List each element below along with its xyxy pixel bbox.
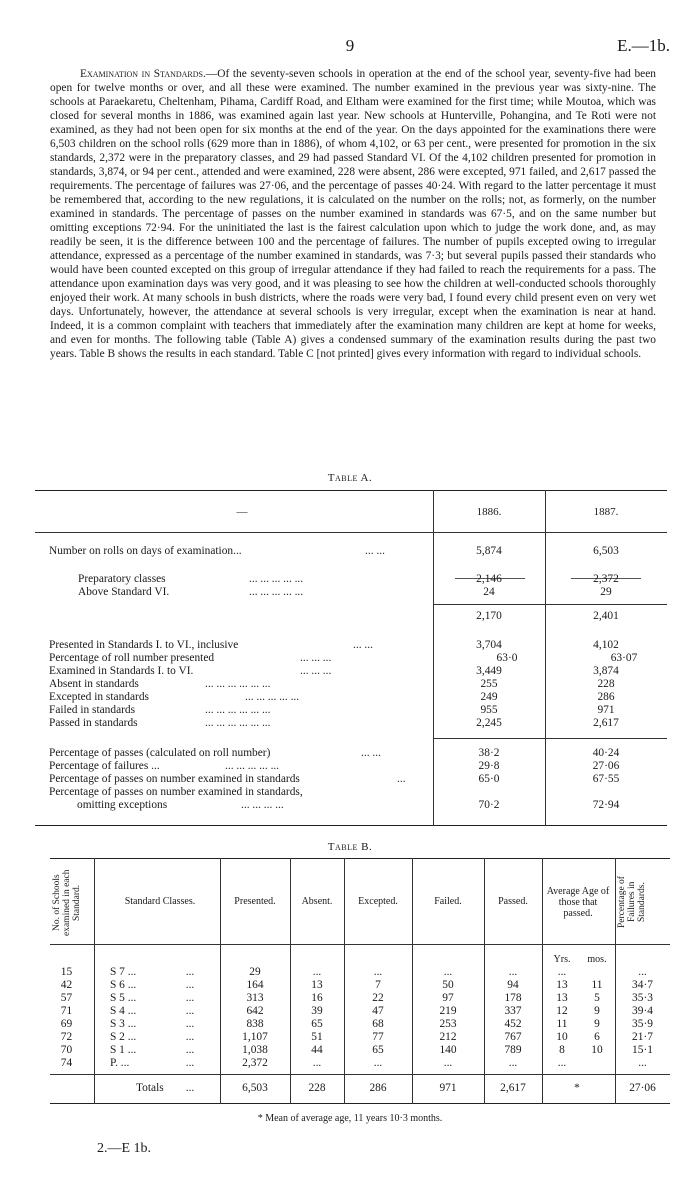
- footer-reference: 2.—E 1b.: [97, 1141, 152, 1156]
- table-row: omitting exceptions ... ... ... ... 70·2 72·94: [77, 799, 620, 811]
- footnote: * Mean of average age, 11 years 10·3 months.: [257, 1113, 443, 1124]
- totals-row: Totals ... 6,503 228 286 971 2,617 * 27·06: [136, 1082, 656, 1094]
- table-row: 74 P. ... ... 2,372 ... ... ... ... ... ...: [60, 1057, 647, 1069]
- table-row: 70 S 1 ... ... 1,038 44 65 140 789 8 10 15·1: [60, 1044, 653, 1056]
- table-row: Above Standard VI. ... ... ... ... ... 24 29: [78, 586, 612, 598]
- header-absent: Absent.: [301, 896, 333, 907]
- table-a-section-rule: [433, 738, 667, 739]
- table-a-top-rule: [35, 490, 667, 491]
- age-units-row: Yrs. mos.: [553, 954, 607, 965]
- table-b-caption: Table B.: [327, 841, 373, 853]
- table-row: Passed in standards ... ... ... ... ... ... 2,245 2,617: [49, 717, 619, 729]
- header-percentage-failures: Percentage of Failures in Standards.: [617, 876, 647, 928]
- header-schools-examined: No. of Schools examined in each Standard.: [52, 869, 82, 937]
- header-standard-classes: Standard Classes.: [124, 896, 196, 907]
- column-1886: 1886.: [476, 506, 502, 518]
- table-row: Absent in standards ... ... ... ... ... ... 255 228: [49, 678, 615, 690]
- table-row: Percentage of passes (calculated on roll number) ... ... 38·2 40·24: [49, 747, 620, 759]
- table-row: Percentage of roll number presented ... ... ... 63·0 63·07: [49, 652, 638, 664]
- table-row: 57 S 5 ... ... 313 16 22 97 178 13 5 35·3: [60, 992, 653, 1004]
- page-header: [0, 36, 700, 60]
- table-b-totals-rule: [50, 1074, 670, 1075]
- table-row: 42 S 6 ... ... 164 13 7 50 94 13 11 34·7: [60, 979, 653, 991]
- table-row: Presented in Standards I. to VI., inclusive ... ... 3,704 4,102: [49, 639, 619, 651]
- header-failed: Failed.: [434, 896, 462, 907]
- table-row: 69 S 3 ... ... 838 65 68 253 452 11 9 35·9: [60, 1018, 653, 1030]
- table-a-bottom-rule: [35, 825, 667, 826]
- document-reference: E.—1b.: [617, 36, 670, 55]
- table-row: Percentage of failures ... ... ... ... ... ... 29·8 27·06: [49, 760, 620, 772]
- table-row: Percentage of passes on number examined in standards,: [49, 786, 303, 798]
- paragraph-lead: Examination in Standards.: [80, 68, 206, 80]
- table-row: Number on rolls on days of examination... ... ... 5,874 6,503: [49, 545, 619, 557]
- table-row: Preparatory classes ... ... ... ... ... 2,146 2,372: [78, 573, 619, 585]
- page-number: 9: [345, 36, 355, 55]
- table-a-section-rule: [433, 604, 667, 605]
- table-b-bottom-rule: [50, 1103, 670, 1104]
- table-row: Examined in Standards I. to VI. ... ... ... 3,449 3,874: [49, 665, 619, 677]
- table-a-caption: Table A.: [327, 472, 373, 484]
- table-b-header-rule: [50, 944, 670, 945]
- table-row: 2,170 2,401: [476, 610, 619, 622]
- table-b-top-rule: [50, 858, 670, 859]
- table-a-header-rule: [35, 532, 667, 533]
- table-row: 15 S 7 ... ... 29 ... ... ... ... ... ...: [60, 966, 647, 978]
- examination-paragraph: [50, 67, 656, 361]
- table-a-corner-dash: —: [236, 506, 248, 518]
- table-row: Excepted in standards ... ... ... ... ... 249 286: [49, 691, 615, 703]
- table-row: 72 S 2 ... ... 1,107 51 77 212 767 10 6 21·7: [60, 1031, 653, 1043]
- header-excepted: Excepted.: [358, 896, 398, 907]
- table-b: [50, 858, 670, 1104]
- table-row: Percentage of passes on number examined in standards ... 65·0 67·55: [49, 773, 620, 785]
- header-presented: Presented.: [234, 896, 276, 907]
- header-average-age: Average Age of those that passed.: [546, 886, 610, 919]
- table-row: 71 S 4 ... ... 642 39 47 219 337 12 9 39·4: [60, 1005, 653, 1017]
- table-row: Failed in standards ... ... ... ... ... ... 955 971: [49, 704, 615, 716]
- header-passed: Passed.: [498, 896, 528, 907]
- table-a: [35, 490, 667, 826]
- column-1887: 1887.: [593, 506, 619, 518]
- paragraph-text: —Of the seventy-seven schools in operation at the end of the school year, seventy-five had been open for twelve months or over, and all these were examined. The number examined in the previous year was sixty-nine. The schools at Paraekaretu, Cheltenham, Pihama, Cardiff Road, and Eltham were examined for the first time; while Moutoa, which was closed for several months in 1886, was examined again last year. New schools at Hunterville, Pohangina, and Te Roti were not examined, as they had not been open for six months at the end of the year. On the days appointed for the examinations there were 6,503 children on the school rolls (629 more than in 1886), of whom 4,102, or 63 per cent., were presented for promotion in the six standards, 2,372 were in the preparatory classes, and 29 had passed Standard VI. Of the 4,102 children presented for promotion in standards, 3,874, or 94 per cent., attended and were examined, 228 were absent, 286 were excepted, 971 failed, and 2,617 passed the requirements. The percentage of failures was 27·06, and the percentage of passes 40·24. With regard to the latter percentage it must be remembered that, according to the new regulations, it is calculated on the number on the rolls; not, as formerly, on the number examined in standards. The percentage of passes on the number examined in standards was 67·5, and on the same number but omitting exceptions 72·94. For the uninitiated the last is the fairest calculation upon which to judge the work done, and, as may readily be seen, it is the difference between 100 and the percentage of failures. The number of pupils excepted owing to irregular attendance, expressed as a percentage of the number examined in standards, was 7·3; but several pupils passed their standards who would have been counted excepted on this group of irregular attendance if they had failed to reach the requirements for a pass. The attendance upon examination days was very good, and it was pleasing to see how the children at well-conducted schools thoroughly enjoyed their work. At many schools in bush districts, where the roads were very bad, I found every child present even on very wet days. Unfortunately, however, the attendance at several schools is very irregular, except when the examination is near at hand. Indeed, it is a common complaint with teachers that immediately after the examination many children are kept at home for weeks, and even for months. The following table (Table A) gives a condensed summary of the examination results during the past two years. Table B shows the results in each standard. Table C [not printed] gives every information with regard to individual schools.: [50, 68, 656, 360]
